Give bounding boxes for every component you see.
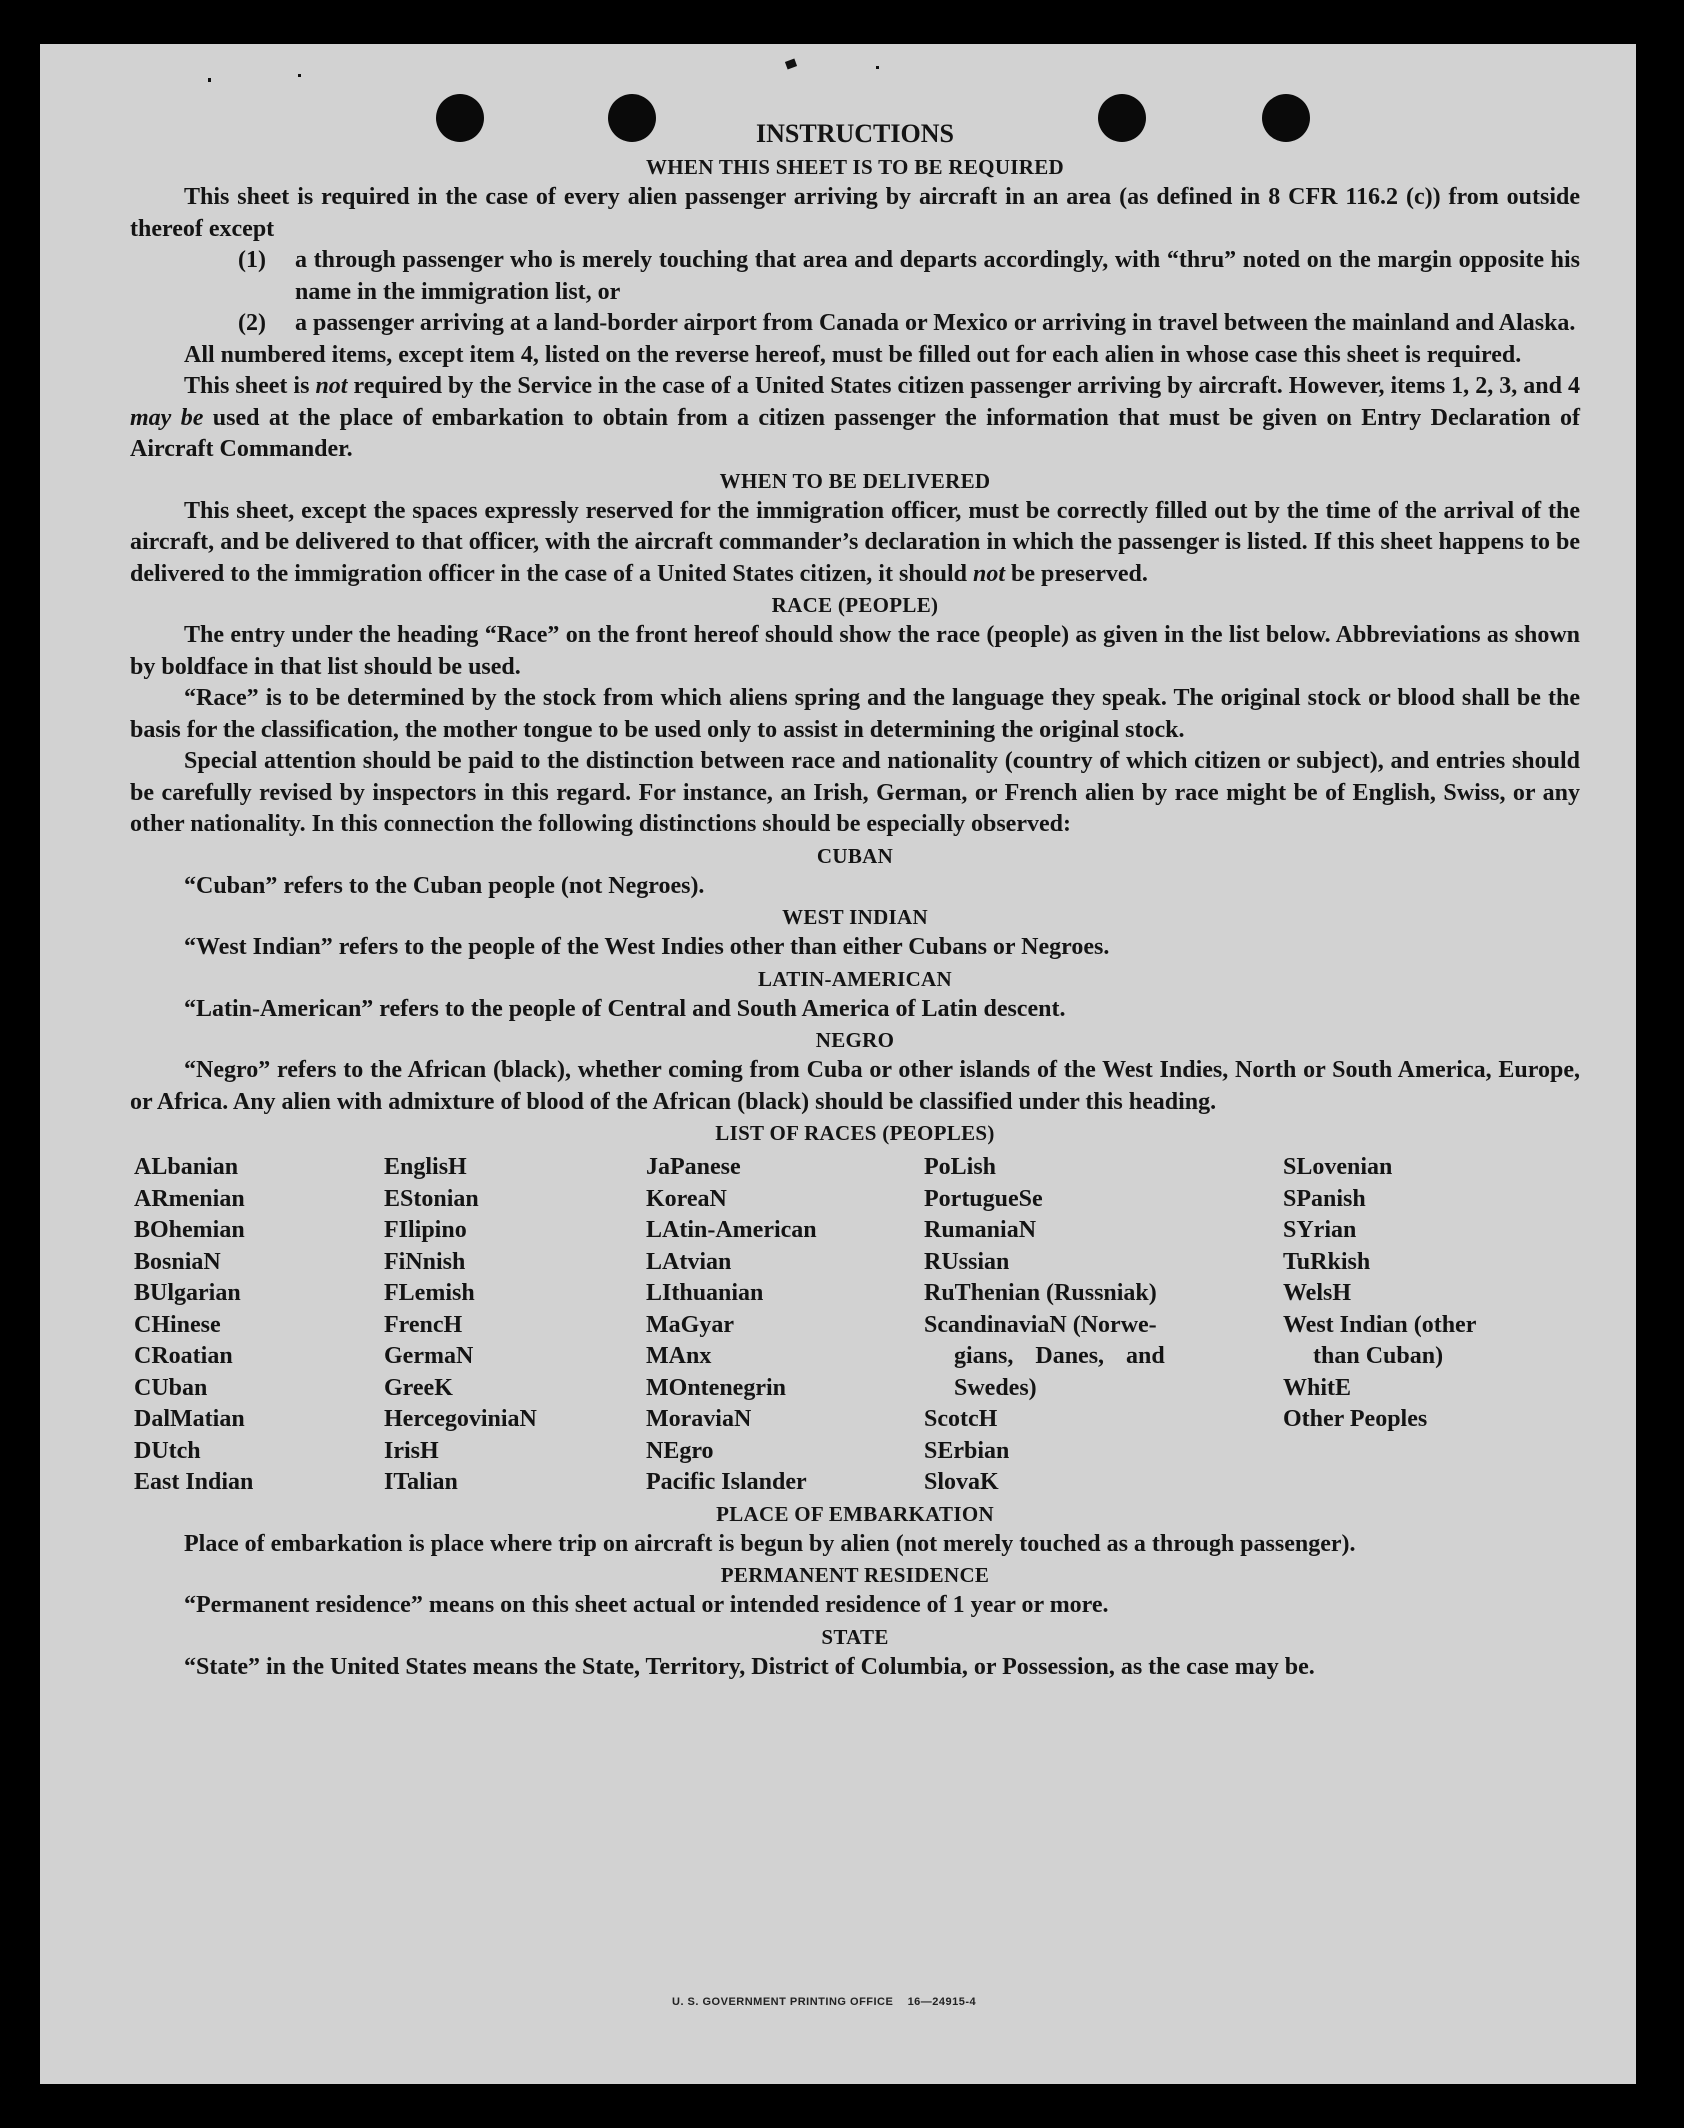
race-entry: GreeK [384, 1374, 453, 1401]
paragraph: All numbered items, except item 4, listed on the reverse hereof, must be filled out for each alien in whose case this sheet is required. [184, 341, 1522, 368]
race-entry: MAnx [646, 1343, 712, 1369]
printing-office-footer: U. S. GOVERNMENT PRINTING OFFICE 16—24915-4 [672, 1996, 977, 2008]
paragraph: “Race” is to be determined by the stock from which aliens spring and the language they speak. The original stock or blood shall be the basis for the classification, the mother tongue to be used only to assist in determining the original stock. [130, 685, 1580, 743]
race-entry: FIlipino [384, 1217, 467, 1243]
race-entry: than Cuban) [1313, 1343, 1444, 1369]
race-entry: SlovaK [924, 1469, 999, 1495]
paragraph: This sheet is required in the case of every alien passenger arriving by aircraft in an area (as defined in 8 CFR 116.2 (c)) from outside thereof except [130, 184, 1580, 242]
race-entry: RumaniaN [924, 1217, 1037, 1243]
race-entry: JaPanese [646, 1154, 741, 1180]
section-heading-latin-american: LATIN-AMERICAN [758, 966, 952, 991]
section-heading-negro: NEGRO [815, 1028, 895, 1052]
paragraph: “Permanent residence” means on this sheet actual or intended residence of 1 year or more. [184, 1592, 1109, 1618]
race-entry: gians, Danes, and [954, 1343, 1165, 1369]
section-heading-list-of-races: LIST OF RACES (PEOPLES) [715, 1121, 995, 1145]
list-item [238, 245, 1580, 308]
race-entry: East Indian [134, 1469, 254, 1495]
race-entry: HercegoviniaN [384, 1406, 537, 1432]
race-entry: LAtvian [646, 1248, 732, 1275]
paragraph: “Cuban” refers to the Cuban people (not Negroes). [184, 872, 705, 899]
race-entry: MoraviaN [646, 1406, 752, 1432]
paragraph: Special attention should be paid to the distinction between race and nationality (country of which citizen or subject), and entries should be carefully revised by inspectors in this regard. For instance, an Irish, German, or French alien by race might be of English, Swiss, or any other nationality. In this connection the following distinctions should be especially observed: [130, 748, 1580, 837]
race-column [924, 1152, 1283, 1499]
race-entry: EnglisH [384, 1154, 467, 1180]
race-entry: ScotcH [924, 1406, 998, 1432]
race-entry: Swedes) [954, 1374, 1037, 1401]
race-entry: RUssian [924, 1248, 1010, 1275]
paragraph: This sheet is not required by the Service in the case of a United States citizen passenger arriving by aircraft. However, items 1, 2, 3, and 4 may be used at the place of embarkation to obtain from a citizen passenger the information that must be given on Entry Declaration of Aircraft Commander. [130, 373, 1580, 462]
race-entry: ScandinaviaN (Norwe- [924, 1311, 1157, 1338]
race-entry: BOhemian [134, 1217, 245, 1243]
paragraph: “Negro” refers to the African (black), whether coming from Cuba or other islands of the West Indies, North or South America, Europe, or Africa. Any alien with admixture of blood of the African (black) should be classified under this heading. [130, 1057, 1580, 1115]
instructions-text [130, 116, 1580, 1683]
race-entry: FrencH [384, 1311, 463, 1338]
section-heading-race: RACE (PEOPLE) [771, 593, 939, 617]
race-entry: West Indian (other [1283, 1311, 1477, 1338]
list-item-text: a through passenger who is merely touching that area and departs accordingly, with “thru” noted on the margin opposite his name in the immigration list, or [295, 247, 1580, 305]
ink-mark [298, 74, 301, 77]
list-item [238, 308, 1580, 340]
race-entry: WelsH [1283, 1280, 1352, 1306]
race-entry: IrisH [384, 1437, 439, 1464]
race-entry: TuRkish [1283, 1248, 1371, 1275]
race-entry: KoreaN [646, 1185, 727, 1212]
race-entry: GermaN [384, 1343, 474, 1369]
section-heading-when-required: WHEN THIS SHEET IS TO BE REQUIRED [645, 155, 1064, 179]
race-entry: PoLish [924, 1154, 997, 1180]
paragraph: “West Indian” refers to the people of the West Indies other than either Cubans or Negroes. [184, 934, 1110, 960]
race-entry: WhitE [1283, 1374, 1352, 1401]
race-entry: ARmenian [134, 1185, 245, 1212]
race-entry: SPanish [1283, 1185, 1366, 1212]
race-entry: LIthuanian [646, 1280, 764, 1306]
race-column [646, 1152, 924, 1499]
section-heading-west-indian: WEST INDIAN [782, 905, 928, 929]
section-heading-embarkation: PLACE OF EMBARKATION [716, 1501, 994, 1526]
race-entry: DalMatian [134, 1406, 245, 1432]
paragraph: “State” in the United States means the State, Territory, District of Columbia, or Possession, as the case may be. [184, 1653, 1315, 1680]
page-title: INSTRUCTIONS [756, 119, 954, 148]
race-entry: RuThenian (Russniak) [924, 1280, 1157, 1306]
race-entry: BUlgarian [134, 1280, 241, 1306]
race-entry: NEgro [646, 1437, 714, 1464]
race-entry: SLovenian [1283, 1154, 1393, 1180]
race-entry: FLemish [384, 1280, 475, 1306]
section-heading-when-delivered: WHEN TO BE DELIVERED [719, 468, 991, 493]
list-item-number: (1) [238, 247, 266, 273]
race-entry: MOntenegrin [646, 1374, 786, 1401]
race-list [134, 1152, 1580, 1499]
race-entry: CUban [134, 1374, 208, 1401]
paragraph: This sheet, except the spaces expressly reserved for the immigration officer, must be correctly filled out by the time of the arrival of the aircraft, and be delivered to that officer, with the aircraft commander’s declaration in which the passenger is listed. If this sheet happens to be delivered to the immigration officer in the case of a United States citizen, it should not be preserved. [130, 497, 1580, 587]
race-entry: DUtch [134, 1437, 201, 1464]
ink-mark [785, 59, 797, 70]
race-entry: Other Peoples [1283, 1406, 1428, 1432]
race-column [134, 1152, 384, 1499]
race-entry: CRoatian [134, 1343, 233, 1369]
section-heading-cuban: CUBAN [816, 843, 894, 868]
paragraph: Place of embarkation is place where trip on aircraft is begun by alien (not merely touched as a through passenger). [184, 1530, 1356, 1557]
paragraph: “Latin-American” refers to the people of Central and South America of Latin descent. [184, 995, 1066, 1022]
race-entry: FiNnish [384, 1248, 466, 1275]
list-item-number: (2) [238, 310, 266, 336]
race-entry: LAtin-American [646, 1217, 817, 1243]
race-entry: SErbian [924, 1437, 1010, 1464]
list-item-text: a passenger arriving at a land-border airport from Canada or Mexico or arriving in travel between the mainland and Alaska. [295, 310, 1576, 336]
paragraph: The entry under the heading “Race” on the front hereof should show the race (people) as given in the list below. Abbreviations as shown by boldface in that list should be used. [130, 622, 1580, 680]
race-column [384, 1152, 646, 1499]
race-entry: Pacific Islander [646, 1469, 807, 1495]
race-entry: MaGyar [646, 1311, 734, 1338]
ink-mark [208, 78, 211, 82]
race-entry: ALbanian [134, 1154, 239, 1180]
section-heading-permanent-residence: PERMANENT RESIDENCE [720, 1563, 990, 1587]
race-entry: ITalian [384, 1469, 458, 1495]
race-column [1283, 1152, 1543, 1499]
race-entry: CHinese [134, 1311, 221, 1338]
race-entry: BosniaN [134, 1248, 221, 1275]
race-entry: PortugueSe [924, 1185, 1043, 1212]
ink-mark [876, 66, 879, 69]
race-entry: EStonian [384, 1185, 479, 1212]
document-sheet [40, 44, 1636, 2084]
race-entry: SYrian [1283, 1217, 1357, 1243]
section-heading-state: STATE [821, 1624, 889, 1649]
